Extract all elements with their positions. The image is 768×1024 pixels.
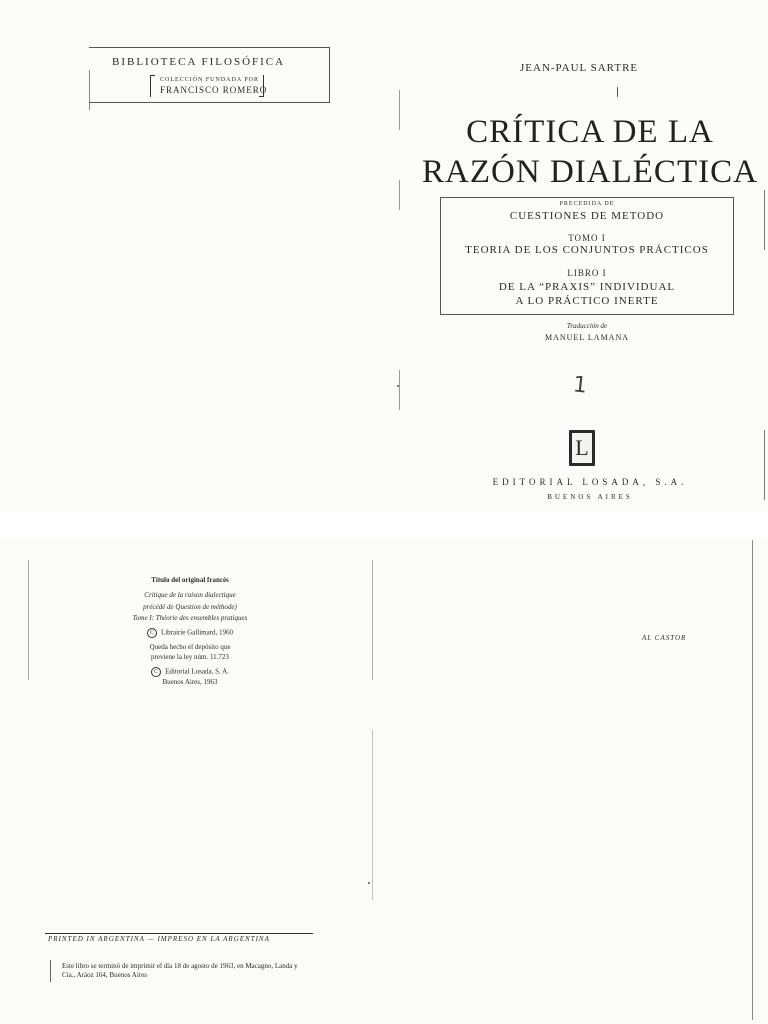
publisher-name: EDITORIAL LOSADA, S.A. [492,477,688,487]
copyright-losada-city: Buenos Aires, 1963 [162,678,218,686]
libro-title-line-1: DE LA “PRAXIS” INDIVIDUAL [498,281,676,293]
handwritten-pencil-mark: 1 [571,372,589,399]
copyright-symbol-icon: C [151,667,161,677]
book-title-line-2: RAZÓN DIALÉCTICA [422,154,758,190]
deposito-line-2: previene la ley núm. 11.723 [151,653,229,661]
publisher-logo-letter: L [575,435,589,460]
book-title-line-1: CRÍTICA DE LA [466,114,714,150]
page-separator [0,512,768,538]
series-title: BIBLIOTECA FILOSÓFICA [112,56,286,68]
libro-title-line-2: A LO PRÁCTICO INERTE [515,295,659,307]
bottom-page-gutter-line [372,730,373,900]
top-page-gutter-line [399,90,400,130]
printed-in-argentina: PRINTED IN ARGENTINA — IMPRESO EN LA ARGENTINA [48,935,270,943]
translator-name: MANUEL LAMANA [544,333,630,342]
publisher-logo-inner [572,433,592,463]
cuestiones-title: CUESTIONES DE METODO [509,210,665,222]
original-title-line-1: Critique de la raison dialectique [144,591,236,599]
scan-speck [617,87,618,97]
deposito-line-1: Queda hecho el depósito que [149,643,231,651]
original-title-line-2: précédé de Question de méthode) [143,603,237,611]
top-page-right-edge [764,430,765,500]
coleccion-founder-name: FRANCISCO ROMERO [160,85,268,95]
top-page-gutter-line [399,370,400,410]
publisher-logo [569,430,595,466]
copyright-losada [90,667,290,677]
tomo-title: TEORIA DE LOS CONJUNTOS PRÁCTICOS [465,244,709,256]
author-name: JEAN-PAUL SARTRE [520,62,639,74]
colophon-bracket [50,960,51,982]
scan-speck [368,882,370,884]
bottom-page-left-edge [28,560,29,680]
bottom-page-gutter-line [372,560,373,680]
precedida-label: PRECEDIDA DE [559,201,615,207]
dedication: AL CASTOR [642,634,687,642]
top-page-right-edge [764,190,765,250]
copyright-gallimard [90,628,290,638]
printed-rule [45,933,313,934]
original-title-label: Título del original francés [151,576,229,584]
coleccion-founded-label: COLECCIÓN FUNDADA POR [160,77,260,83]
copyright-losada-text: Editorial Losada, S. A. [165,667,229,676]
top-page-gutter-line [399,180,400,210]
original-title-line-3: Tome I: Théorie des ensembles pratiques [132,614,248,622]
colophon: Este libro se terminó de imprimir el día 18 de agosto de 1963, en Macagno, Landa y Cía., Aráoz 164, Buenos Aires [62,962,298,979]
publisher-city: BUENOS AIRES [547,493,633,501]
scan-speck [397,385,399,387]
tomo-label: TOMO I [568,233,606,243]
copyright-gallimard-text: Librairie Gallimard, 1960 [160,628,234,637]
bottom-page-right-edge [752,540,753,1020]
libro-label: LIBRO I [567,268,607,278]
translation-label: Traducción de [566,322,608,330]
copyright-symbol-icon: C [147,628,157,638]
